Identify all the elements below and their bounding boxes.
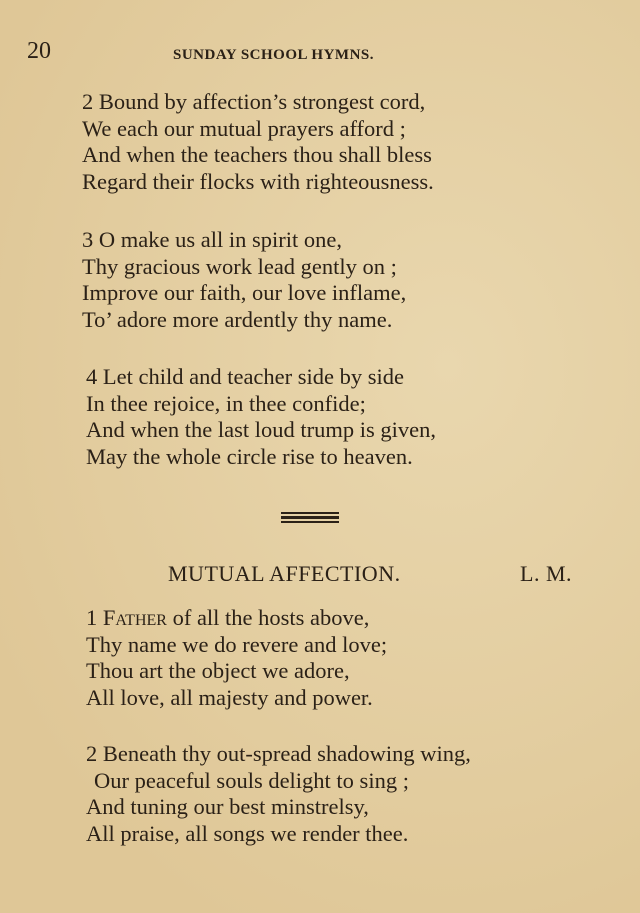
stanza — [86, 741, 471, 847]
verse-line: And tuning our best minstrelsy, — [86, 794, 369, 819]
verse-line: We each our mutual prayers afford ; — [82, 115, 406, 141]
section-divider-ornament — [281, 512, 339, 525]
verse-line: 3 O make us all in spirit one, — [82, 227, 342, 252]
hymn-title-text: MUTUAL AFFECTION. — [168, 561, 401, 586]
stanza — [82, 227, 406, 333]
verse-line: In thee rejoice, in thee confide; — [86, 390, 366, 416]
hymn-title — [168, 561, 588, 587]
stanza — [86, 605, 387, 711]
stanza-number: 1 — [86, 605, 98, 630]
verse-line: 2 Bound by affection’s strongest cord, — [82, 89, 426, 114]
verse-line: To’ adore more ardently thy name. — [82, 306, 393, 332]
verse-line: Our peaceful souls delight to sing ; — [94, 767, 409, 793]
verse-line: Regard their flocks with righteousness. — [82, 168, 434, 194]
verse-line: 4 Let child and teacher side by side — [86, 364, 405, 389]
verse-line — [86, 605, 387, 632]
stanza — [82, 89, 434, 195]
running-title: SUNDAY SCHOOL HYMNS. — [173, 47, 375, 63]
verse-line: Thy gracious work lead gently on ; — [82, 253, 397, 279]
verse-line: All praise, all songs we render thee. — [86, 820, 409, 846]
verse-line: All love, all majesty and power. — [86, 684, 373, 710]
verse-line: And when the teachers thou shall bless — [82, 142, 432, 167]
verse-line: Improve our faith, our love inflame, — [82, 280, 407, 305]
verse-line: 2 Beneath thy out-spread shadowing wing, — [86, 741, 471, 766]
verse-text: of all the hosts above, — [166, 605, 370, 630]
hymn-meter: L. M. — [520, 561, 572, 586]
first-word: Father — [102, 605, 167, 630]
page-number: 20 — [27, 38, 51, 64]
stanza — [86, 364, 436, 470]
verse-line: Thou art the object we adore, — [86, 658, 350, 683]
verse-line: And when the last loud trump is given, — [86, 417, 436, 442]
verse-line: Thy name we do revere and love; — [86, 631, 388, 657]
verse-line: May the whole circle rise to heaven. — [86, 443, 413, 469]
